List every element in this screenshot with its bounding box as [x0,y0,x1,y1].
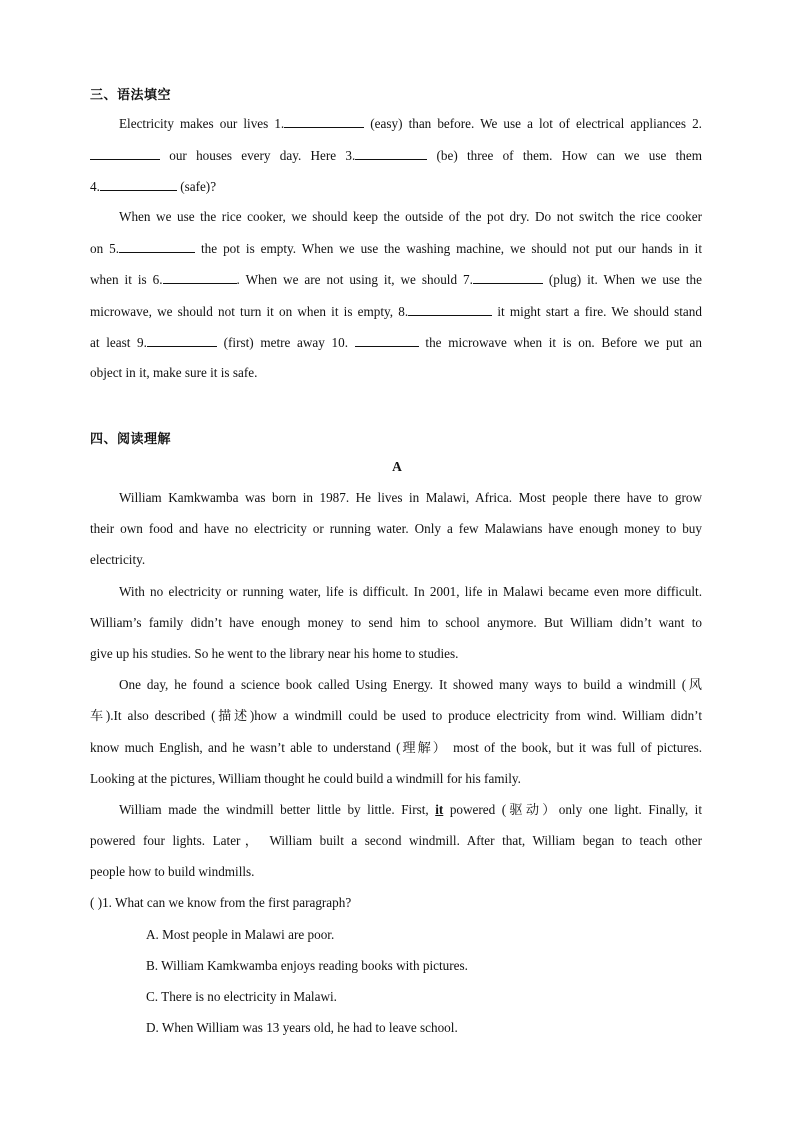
passage-text: powered (驱动）only one light. Finally, it [443,802,702,817]
passage-line: know much English, and he wasn’t able to understand (理解） most of the book, but it was full of pictures. [90,740,702,755]
cloze-text: (plug) it. When we use the [542,272,702,287]
blank-4[interactable] [100,178,177,191]
cloze-text: When we use the rice cooker, we should keep the outside of the pot dry. Do not switch the rice cooker [119,209,702,224]
passage-line: Looking at the pictures, William thought he could build a windmill for his family. [90,771,521,786]
cloze-line-6 [90,271,702,288]
blank-10[interactable] [355,334,419,347]
section-heading-grammar: 三、语法填空 [90,88,172,103]
passage-line: William Kamkwamba was born in 1987. He lives in Malawi, Africa. Most people there have to grow [119,490,702,505]
cloze-text: the pot is empty. When we use the washing machine, we should not put our hands in it [195,241,703,256]
underlined-word: it [435,802,444,817]
cloze-text: (be) three of them. How can we use them [427,148,702,163]
option-d[interactable]: D. When William was 13 years old, he had to leave school. [146,1020,458,1035]
cloze-line-8 [90,334,702,351]
cloze-text: the microwave when it is on. Before we put an [418,335,703,350]
passage-line: electricity. [90,552,146,567]
cloze-text: Electricity makes our lives 1. [119,116,285,131]
passage-line: William’s family didn’t have enough money to send him to school anymore. But William didn’t want to [90,615,702,630]
passage-title: A [392,459,402,474]
blank-1[interactable] [284,115,364,128]
cloze-text: our houses every day. Here 3. [160,148,356,163]
cloze-text: (easy) than before. We use a lot of electrical appliances 2. [364,116,702,131]
passage-line: 车).It also described (描述)how a windmill could be used to produce electricity from wind. William didn’t [90,708,702,723]
blank-9[interactable] [147,334,217,347]
blank-3[interactable] [355,147,427,160]
cloze-line-3 [90,178,702,195]
section-heading-reading: 四、阅读理解 [90,432,172,447]
passage-line [119,802,702,818]
cloze-text: at least 9. [90,335,147,350]
question-1-stem: ( )1. What can we know from the first paragraph? [90,895,352,910]
cloze-text: it might start a fire. We should stand [492,304,702,319]
blank-8[interactable] [408,303,492,316]
cloze-line-5 [90,240,702,257]
blank-5[interactable] [119,240,195,253]
cloze-line-2 [90,147,702,164]
passage-line: their own food and have no electricity or running water. Only a few Malawians have enough money to buy [90,521,702,536]
option-a[interactable]: A. Most people in Malawi are poor. [146,927,335,942]
cloze-line-1 [119,115,702,132]
blank-2[interactable] [90,147,160,160]
cloze-line-9 [90,365,702,381]
cloze-text: microwave, we should not turn it on when it is empty, 8. [90,304,409,319]
option-c[interactable]: C. There is no electricity in Malawi. [146,989,337,1004]
blank-7[interactable] [473,271,543,284]
cloze-text: 4. [90,179,100,194]
passage-line: give up his studies. So he went to the library near his home to studies. [90,646,459,661]
passage-line: One day, he found a science book called Using Energy. It showed many ways to build a windmill (风 [119,677,702,692]
passage-line: With no electricity or running water, life is difficult. In 2001, life in Malawi became even more difficult. [119,584,702,599]
cloze-text: when it is 6. [90,272,163,287]
cloze-text: on 5. [90,241,120,256]
passage-text: William made the windmill better little by little. First, [119,802,436,817]
passage-line: people how to build windmills. [90,864,255,879]
cloze-text: object in it, make sure it is safe. [90,365,258,380]
cloze-line-7 [90,303,702,320]
cloze-text: (first) metre away 10. [216,335,355,350]
cloze-text: . When we are not using it, we should 7. [236,272,473,287]
option-b[interactable]: B. William Kamkwamba enjoys reading books with pictures. [146,958,468,973]
cloze-line-4 [119,209,702,225]
blank-6[interactable] [163,271,237,284]
passage-line: powered four lights. Later， William built a second windmill. After that, William began to teach other [90,833,702,848]
cloze-text: (safe)? [176,179,217,194]
